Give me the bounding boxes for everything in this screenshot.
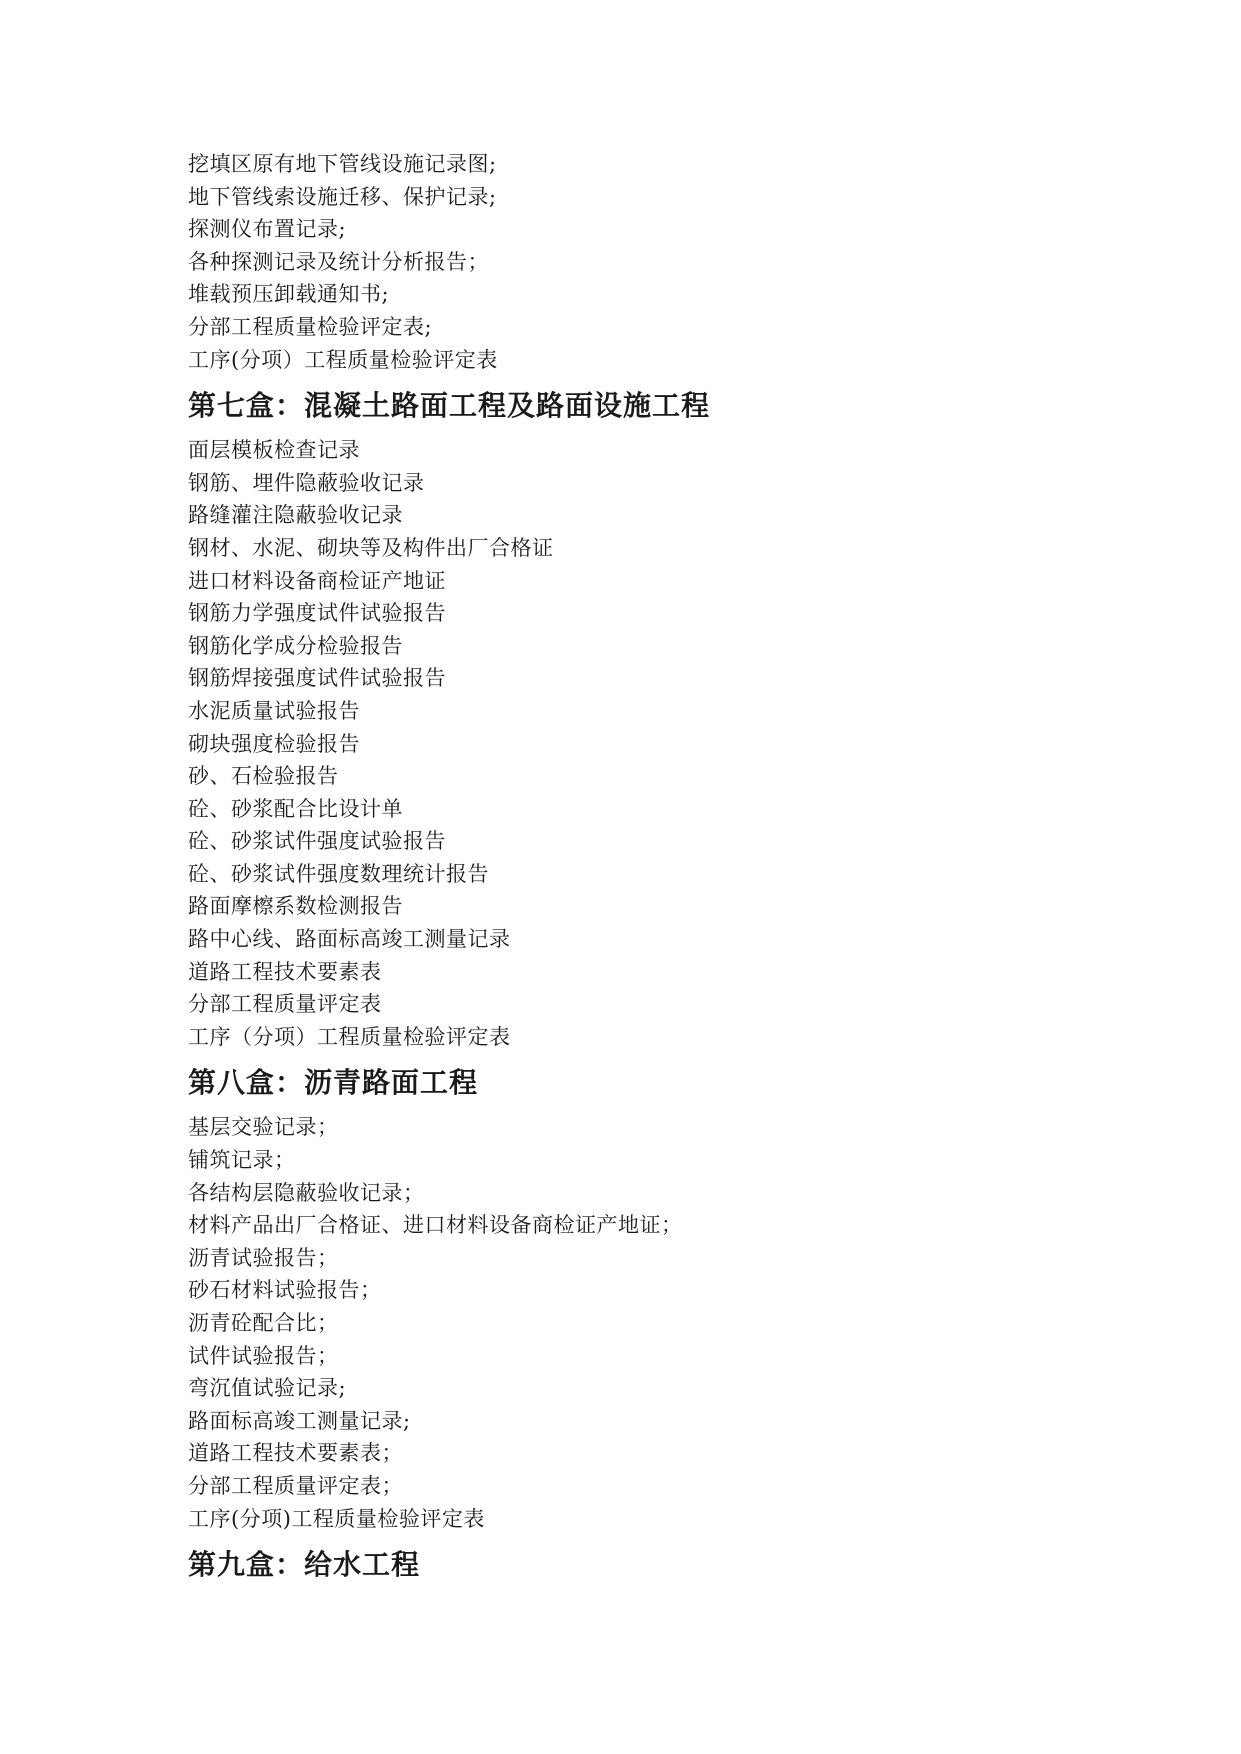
list-item: 钢筋、埋件隐蔽验收记录 (188, 470, 425, 495)
list-item: 工序（分项）工程质量检验评定表 (188, 1024, 511, 1049)
list-item: 钢筋焊接强度试件试验报告 (188, 666, 446, 691)
list-item: 路面摩檫系数检测报告 (188, 894, 403, 919)
list-item: 路中心线、路面标高竣工测量记录 (188, 927, 511, 952)
list-item: 钢筋化学成分检验报告 (188, 633, 403, 658)
list-item: 挖填区原有地下管线设施记录图; (188, 152, 497, 176)
list-item: 材料产品出厂合格证、进口材料设备商检证产地证； (188, 1213, 683, 1238)
section-heading-box-8: 第八盒：沥青路面工程 (188, 1066, 479, 1100)
list-item: 工序(分项）工程质量检验评定表 (188, 347, 498, 372)
list-item: 砌块强度检验报告 (188, 731, 360, 756)
list-item: 进口材料设备商检证产地证 (188, 568, 446, 593)
list-item: 基层交验记录； (188, 1115, 339, 1140)
list-item: 道路工程技术要素表； (188, 1441, 403, 1466)
document-page (188, 148, 1148, 1583)
list-item: 砂、石检验报告 (188, 764, 339, 789)
list-item: 地下管线索设施迁移、保护记录; (188, 184, 497, 209)
list-item: 道路工程技术要素表 (188, 959, 382, 984)
list-item: 各结构层隐蔽验收记录； (188, 1180, 425, 1205)
section-heading-box-9: 第九盒：给水工程 (188, 1548, 421, 1582)
list-item: 砂石材料试验报告； (188, 1278, 382, 1303)
section-heading-box-7: 第七盒：混凝土路面工程及路面设施工程 (188, 389, 711, 423)
list-item: 路缝灌注隐蔽验收记录 (188, 503, 403, 528)
record-list-continued (188, 148, 1148, 376)
list-item: 分部工程质量检验评定表; (188, 314, 433, 339)
list-item: 水泥质量试验报告 (188, 698, 360, 723)
list-item: 弯沉值试验记录; (188, 1376, 347, 1401)
list-item: 面层模板检查记录 (188, 438, 360, 463)
list-item: 堆载预压卸载通知书; (188, 282, 390, 307)
list-item: 探测仪布置记录; (188, 217, 347, 242)
list-item: 分部工程质量评定表 (188, 992, 382, 1017)
list-item: 分部工程质量评定表； (188, 1473, 403, 1498)
list-item: 路面标高竣工测量记录; (188, 1408, 411, 1433)
list-item: 试件试验报告； (188, 1343, 339, 1368)
list-item: 砼、砂浆试件强度数理统计报告 (188, 861, 489, 886)
list-item: 砼、砂浆配合比设计单 (188, 796, 403, 821)
list-item: 钢筋力学强度试件试验报告 (188, 601, 446, 626)
list-item: 砼、砂浆试件强度试验报告 (188, 829, 446, 854)
list-item: 铺筑记录； (188, 1148, 296, 1173)
list-item: 工序(分项)工程质量检验评定表 (188, 1506, 485, 1531)
record-list-box-7 (188, 434, 1148, 1053)
list-item: 钢材、水泥、砌块等及构件出厂合格证 (188, 535, 554, 560)
list-item: 沥青试验报告； (188, 1245, 339, 1270)
list-item: 各种探测记录及统计分析报告； (188, 249, 489, 274)
record-list-box-8 (188, 1111, 1148, 1535)
list-item: 沥青砼配合比； (188, 1311, 339, 1335)
